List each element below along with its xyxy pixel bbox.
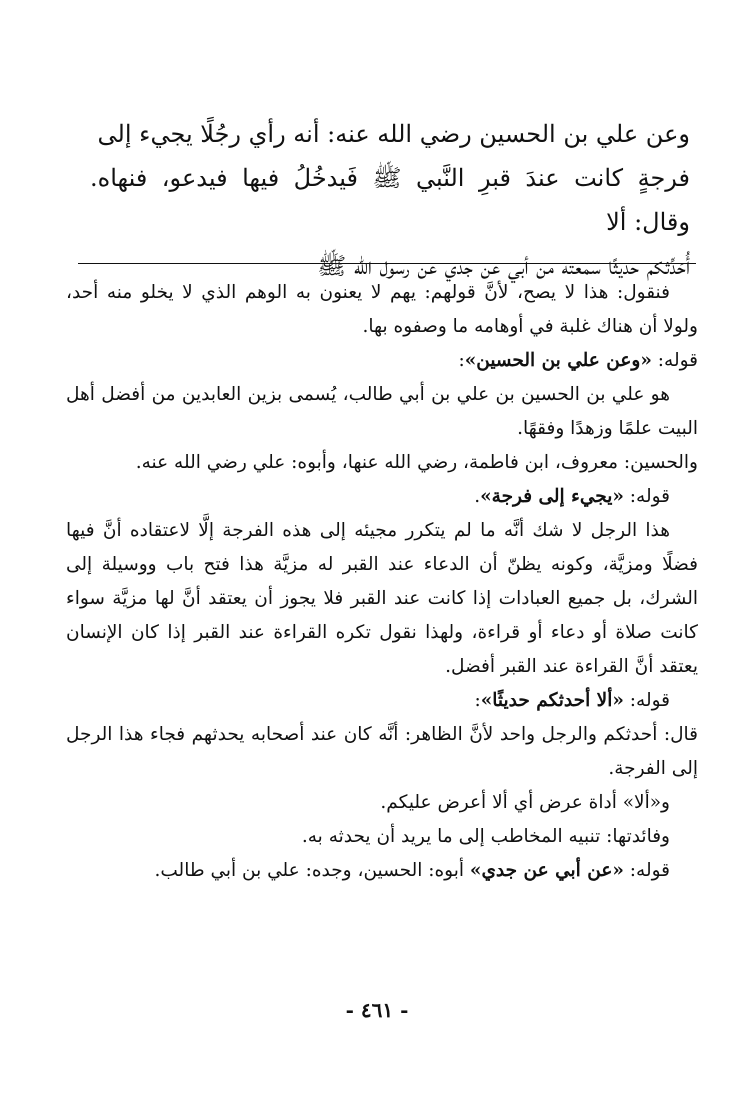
quote-label: قوله:	[623, 690, 670, 711]
quote-punct: .	[474, 486, 481, 507]
quoted-phrase: «وعن علي بن الحسين»	[464, 350, 652, 371]
hadith-text	[90, 112, 690, 288]
quote-heading	[66, 480, 698, 514]
quote-punct: :	[474, 690, 481, 711]
footnote-divider	[78, 263, 696, 264]
commentary-text	[66, 276, 698, 888]
quote-label: قوله:	[623, 486, 670, 507]
quote-rest: أبوه: الحسين، وجده: علي بن أبي طالب.	[154, 860, 470, 881]
hadith-line-2: فرجةٍ كانت عندَ قبرِ النَّبي ﷺ فَيدخُلُ فيها فيدعو، فنهاه. وقال: ألا	[90, 164, 690, 236]
commentary-paragraph: هذا الرجل لا شك أنَّه ما لم يتكرر مجيئه إلى هذه الفرجة إلَّا لاعتقاده أنَّ فيها فضلًا ومزيَّة، وكونه يظنّ أن الدعاء عند القبر له مزيَّة هذا فتح باب ووسيلة إلى الشرك، بل جميع العبادات إذا كانت عند القبر فلا يجوز أن يعتقد أنَّ لها مزيَّة سواء كانت صلاة أو دعاء أو قراءة، ولهذا نقول تكره القراءة عند القبر إذا كان الإنسان يعتقد أنَّ القراءة عند القبر أفضل.	[66, 520, 698, 677]
hadith-line-1: وعن علي بن الحسين رضي الله عنه: أنه رأي رجُلًا يجيء إلى	[97, 120, 690, 148]
quote-heading	[66, 684, 698, 718]
quote-label: قوله:	[651, 350, 698, 371]
quote-heading	[66, 344, 698, 378]
commentary-paragraph: فنقول: هذا لا يصح، لأنَّ قولهم: يهم لا يعنون به الوهم الذي لا يخلو منه أحد، ولولا أن هناك غلبة في أوهامه ما وصفوه بها.	[66, 282, 698, 337]
quote-heading	[66, 854, 698, 888]
quote-punct: :	[458, 350, 465, 371]
quoted-phrase: «عن أبي عن جدي»	[469, 860, 624, 881]
commentary-paragraph: وفائدتها: تنبيه المخاطب إلى ما يريد أن يحدثه به.	[301, 826, 670, 847]
quoted-phrase: «يجيء إلى فرجة»	[480, 486, 624, 507]
commentary-paragraph: قال: أحدثكم والرجل واحد لأنَّ الظاهر: أنَّه كان عند أصحابه يحدثهم فجاء هذا الرجل إلى الفرجة.	[66, 724, 698, 779]
quote-label: قوله:	[623, 860, 670, 881]
commentary-paragraph: والحسين: معروف، ابن فاطمة، رضي الله عنها، وأبوه: علي رضي الله عنه.	[135, 452, 698, 473]
commentary-paragraph: و«ألا» أداة عرض أي ألا أعرض عليكم.	[380, 792, 670, 813]
quoted-phrase: «ألا أحدثكم حديثًا»	[480, 690, 624, 711]
commentary-paragraph: هو علي بن الحسين بن علي بن أبي طالب، يُسمى بزين العابدين من أفضل أهل البيت علمًا وزهدًا وفقهًا.	[66, 384, 698, 439]
hadith-line-3: أُحَدِّثكم حديثًا سمعته من أبي عن جدي عن رسول الله ﷺ	[317, 252, 690, 280]
page-number: - ٤٦١ -	[345, 998, 409, 1022]
